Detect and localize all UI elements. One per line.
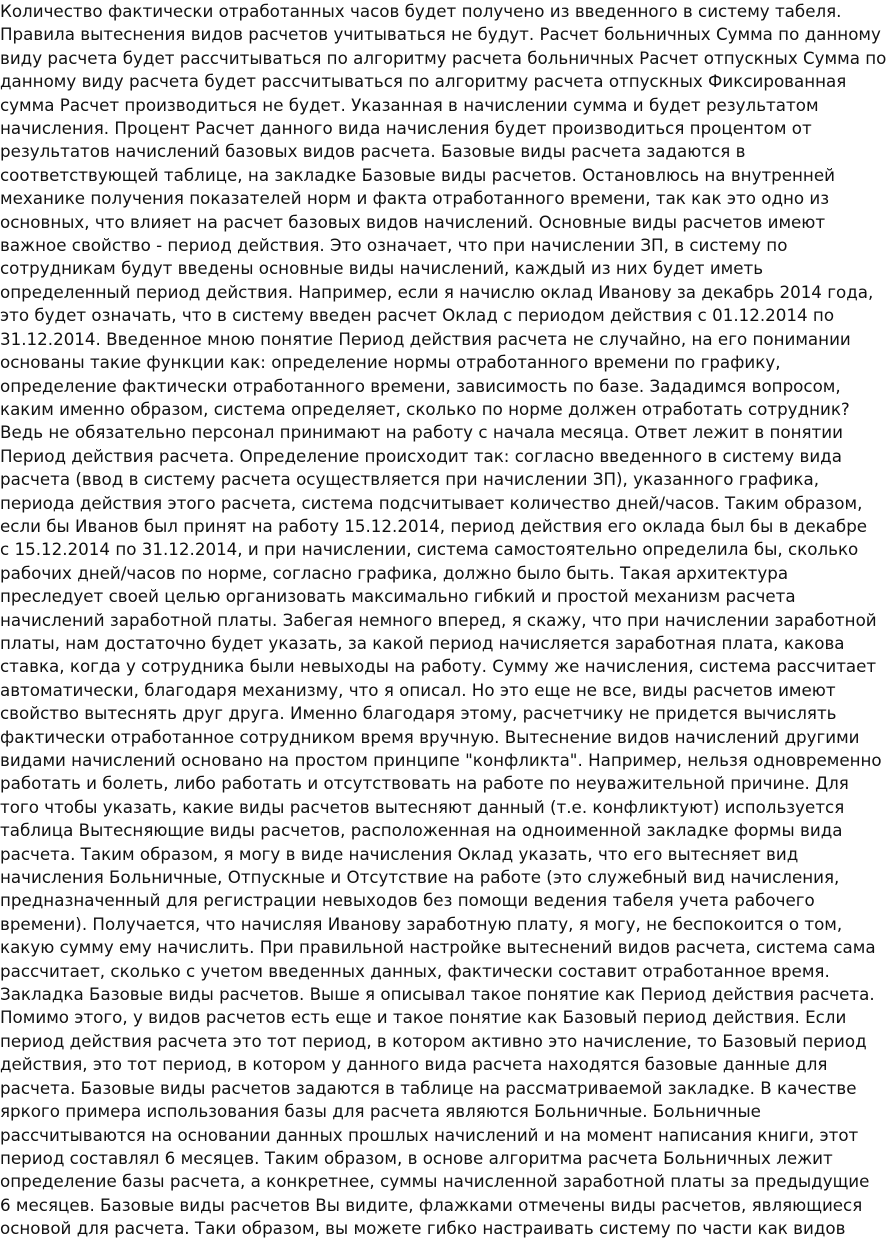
text-line: работать и болеть, либо работать и отсутствовать на работе по неуважительной причине. Для (0, 773, 849, 794)
text-line: Ведь не обязательно персонал принимают на работу с начала месяца. Ответ лежит в понятии (0, 422, 843, 443)
text-line: Правила вытеснения видов расчетов учитываться не будут. Расчет больничных Сумма по данному (0, 24, 881, 45)
text-line: рассчитает, сколько с учетом введенных данных, фактически составит отработанное время. (0, 960, 830, 981)
text-line: расчета. Таким образом, я могу в виде начисления Оклад указать, что его вытесняет вид (0, 843, 799, 864)
text-line: основаны такие функции как: определение нормы отработанного времени по графику, (0, 352, 781, 373)
text-line: рабочих дней/часов по норме, согласно графика, должно было быть. Такая архитектура (0, 562, 789, 583)
text-line: периода действия этого расчета, система подсчитывает количество дней/часов. Таким образом, (0, 492, 863, 513)
text-line: Период действия расчета. Определение происходит так: согласно введенного в систему вида (0, 445, 842, 466)
text-line: платы, нам достаточно будет указать, за какой период начисляется заработная плата, какова (0, 632, 845, 653)
text-line: определение фактически отработанного времени, зависимость по базе. Зададимся вопросом, (0, 375, 841, 396)
text-line: преследует своей целью организовать максимально гибкий и простой механизм расчета (0, 586, 796, 607)
text-line: начисления Больничные, Отпускные и Отсутствие на работе (это служебный вид начисления, (0, 867, 840, 888)
text-line: механике получения показателей норм и факта отработанного времени, так как это одно из (0, 188, 830, 209)
text-line: времени). Получается, что начисляя Иванову заработную плату, я могу, не беспокоится о том, (0, 913, 843, 934)
text-line: соответствующей таблице, на закладке Базовые виды расчетов. Остановлюсь на внутренней (0, 164, 835, 185)
text-line: яркого примера использования базы для расчета являются Больничные. Больничные (0, 1101, 761, 1122)
text-line: Помимо этого, у видов расчетов есть еще и такое понятие как Базовый период действия. Если (0, 1007, 847, 1028)
text-line: сотрудникам будут введены основные виды начислений, каждый из них будет иметь (0, 258, 764, 279)
text-line: свойство вытеснять друг друга. Именно благодаря этому, расчетчику не придется вычислять (0, 703, 837, 724)
text-line: основой для расчета. Таки образом, вы можете гибко настраивать систему по части как видов (0, 1218, 846, 1239)
text-line: Количество фактически отработанных часов будет получено из введенного в систему табеля. (0, 1, 842, 21)
text-line: Закладка Базовые виды расчетов. Выше я описывал такое понятие как Период действия расчета. (0, 984, 875, 1005)
text-line: 6 месяцев. Базовые виды расчетов Вы видите, флажками отмечены виды расчетов, являющиеся (0, 1194, 863, 1215)
text-line: того чтобы указать, какие виды расчетов вытесняют данный (т.е. конфликтуют) используется (0, 796, 845, 817)
text-line: действия, это тот период, в котором у данного вида расчета находятся базовые данные для (0, 1054, 828, 1075)
text-line: основных, что влияет на расчет базовых видов начислений. Основные виды расчетов имеют (0, 211, 826, 232)
text-line: период составлял 6 месяцев. Таким образом, в основе алгоритма расчета Больничных лежит (0, 1147, 833, 1168)
text-line: какую сумму ему начислить. При правильной настройке вытеснений видов расчета, система сама (0, 937, 876, 958)
text-line: предназначенный для регистрации невыходов без помощи ведения табеля учета рабочего (0, 890, 815, 911)
text-line: автоматически, благодаря механизму, что я описал. Но это еще не все, виды расчетов имеют (0, 679, 836, 700)
text-line: если бы Иванов был принят на работу 15.12.2014, период действия его оклада был бы в декабре (0, 515, 868, 536)
text-line: это будет означать, что в систему введен расчет Оклад с периодом действия с 01.12.2014 по (0, 305, 835, 326)
text-line: начисления. Процент Расчет данного вида начисления будет производиться процентом от (0, 118, 812, 139)
text-line: результатов начислений базовых видов расчета. Базовые виды расчета задаются в (0, 141, 746, 162)
text-line: определенный период действия. Например, если я начислю оклад Иванову за декабрь 2014 года, (0, 281, 874, 302)
text-line: таблица Вытесняющие виды расчетов, расположенная на одноименной закладке формы вида (0, 820, 843, 841)
text-line: рассчитываются на основании данных прошлых начислений и на момент написания книги, этот (0, 1124, 859, 1145)
text-line: важное свойство - период действия. Это означает, что при начислении ЗП, в систему по (0, 235, 788, 256)
text-line: определение базы расчета, а конкретнее, суммы начисленной заработной платы за предыдущие (0, 1171, 870, 1192)
text-line: фактически отработанное сотрудником время вручную. Вытеснение видов начислений другими (0, 726, 860, 747)
text-line: данному виду расчета будет рассчитываться по алгоритму расчета отпускных Фиксированная (0, 71, 847, 92)
text-line: видами начислений основано на простом принципе "конфликта". Например, нельзя одновременно (0, 750, 882, 770)
text-line: расчета (ввод в систему расчета осуществляется при начислении ЗП), указанного графика, (0, 469, 820, 490)
text-line: сумма Расчет производиться не будет. Указанная в начислении сумма и будет результатом (0, 94, 819, 115)
text-line: виду расчета будет рассчитываться по алгоритму расчета больничных Расчет отпускных Сумма по (0, 47, 886, 68)
text-line: ставка, когда у сотрудника были невыходы на работу. Сумму же начисления, система рассчитает (0, 656, 877, 677)
text-line: начислений заработной платы. Забегая немного вперед, я скажу, что при начислении заработной (0, 609, 877, 630)
text-line: с 15.12.2014 по 31.12.2014, и при начислении, система самостоятельно определила бы, сколько (0, 539, 859, 560)
text-line: 31.12.2014. Введенное мною понятие Период действия расчета не случайно, на его понимании (0, 328, 851, 349)
text-line: каким именно образом, система определяет, сколько по норме должен отработать сотрудник? (0, 398, 850, 419)
text-line: период действия расчета это тот период, в котором активно это начисление, то Базовый период (0, 1030, 867, 1051)
text-line: расчета. Базовые виды расчетов задаются в таблице на рассматриваемой закладке. В качестве (0, 1077, 857, 1098)
